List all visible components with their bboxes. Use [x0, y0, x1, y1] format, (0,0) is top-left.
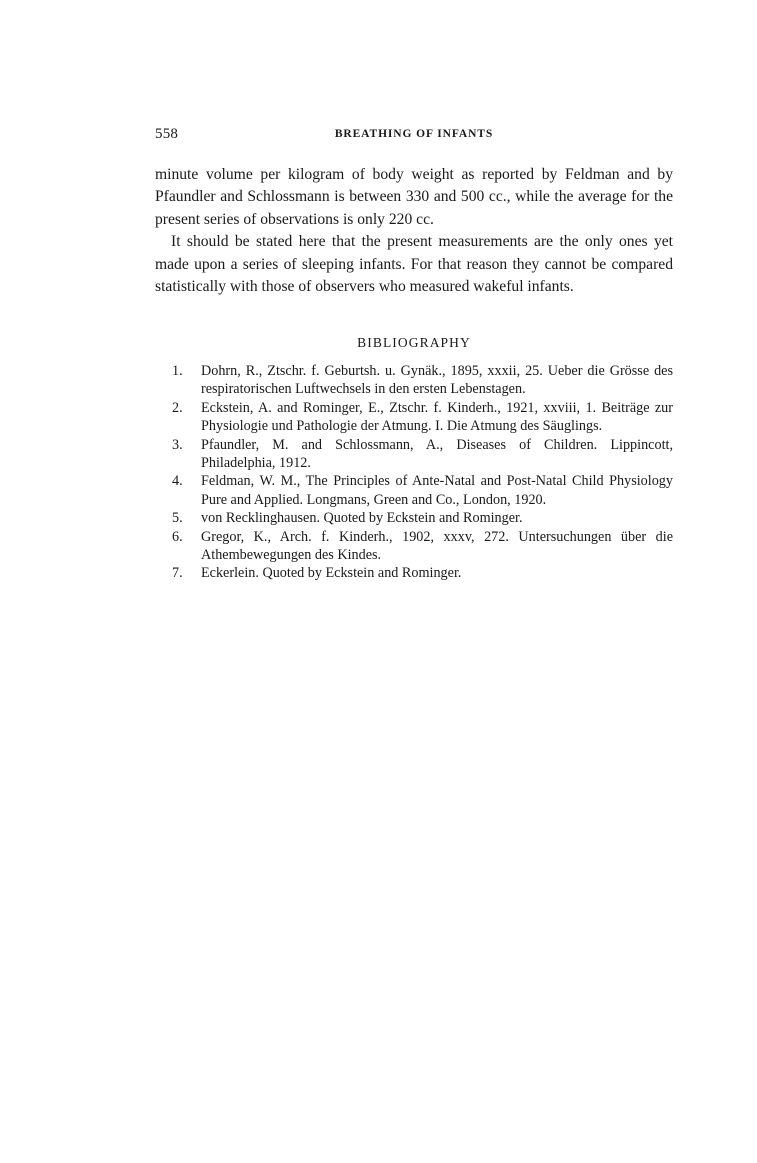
- bibliography-entry-text: Pfaundler, M. and Schlossmann, A., Diseases of Children. Lippincott, Philadelphia, 1912.: [201, 436, 673, 472]
- bibliography-heading: BIBLIOGRAPHY: [357, 335, 471, 350]
- bibliography-entry-number: 6.: [172, 528, 183, 545]
- bibliography-entry: [155, 436, 673, 473]
- bibliography-entry-text: von Recklinghausen. Quoted by Eckstein and Rominger.: [201, 510, 523, 527]
- bibliography-entry: [155, 472, 673, 509]
- bibliography-list: [155, 362, 673, 583]
- page-number: 558: [155, 126, 179, 142]
- bibliography-entry-number: 1.: [172, 363, 183, 379]
- bibliography-entry-number: 2.: [172, 399, 183, 416]
- bibliography-entry-text: Dohrn, R., Ztschr. f. Geburtsh. u. Gynäk., 1895, xxxii, 25. Ueber die Grösse des respiratorischen Luftwechsels in den ersten Lebenstagen.: [201, 363, 673, 398]
- bibliography: [155, 333, 673, 583]
- bibliography-entry: [155, 399, 673, 436]
- bibliography-entry-number: 7.: [172, 565, 183, 582]
- body-paragraph: It should be stated here that the present measurements are the only ones yet made upon a series of sleeping infants. For that reason they cannot be compared statistically with those of observers who measured wakeful infants.: [155, 233, 673, 296]
- bibliography-entry: [155, 362, 673, 399]
- bibliography-entry-text: Eckerlein. Quoted by Eckstein and Rominger.: [201, 565, 462, 582]
- bibliography-entry: [155, 564, 673, 582]
- bibliography-entry-number: 5.: [172, 510, 183, 527]
- bibliography-entry-number: 3.: [172, 436, 183, 453]
- bibliography-entry: [155, 528, 673, 565]
- bibliography-entry: [155, 509, 673, 527]
- bibliography-entry-text: Feldman, W. M., The Principles of Ante-Natal and Post-Natal Child Physiology Pure and Applied. Longmans, Green and Co., London, 1920.: [201, 473, 673, 508]
- bibliography-entry-text: Gregor, K., Arch. f. Kinderh., 1902, xxxv, 272. Untersuchungen über die Athembewegungen des Kindes.: [201, 528, 673, 564]
- bibliography-entry-text: Eckstein, A. and Rominger, E., Ztschr. f. Kinderh., 1921, xxviii, 1. Beiträge zur Physiologie und Pathologie der Atmung. I. Die Atmung des Säuglings.: [201, 399, 673, 435]
- body-text: [155, 164, 673, 298]
- running-head: [155, 126, 673, 148]
- bibliography-entry-number: 4.: [172, 473, 183, 490]
- body-paragraph: minute volume per kilogram of body weight as reported by Feldman and by Pfaundler and Schlossmann is between 330 and 500 cc., while the average for the present series of observations is only 220 cc.: [155, 166, 673, 228]
- running-title: BREATHING OF INFANTS: [334, 128, 494, 140]
